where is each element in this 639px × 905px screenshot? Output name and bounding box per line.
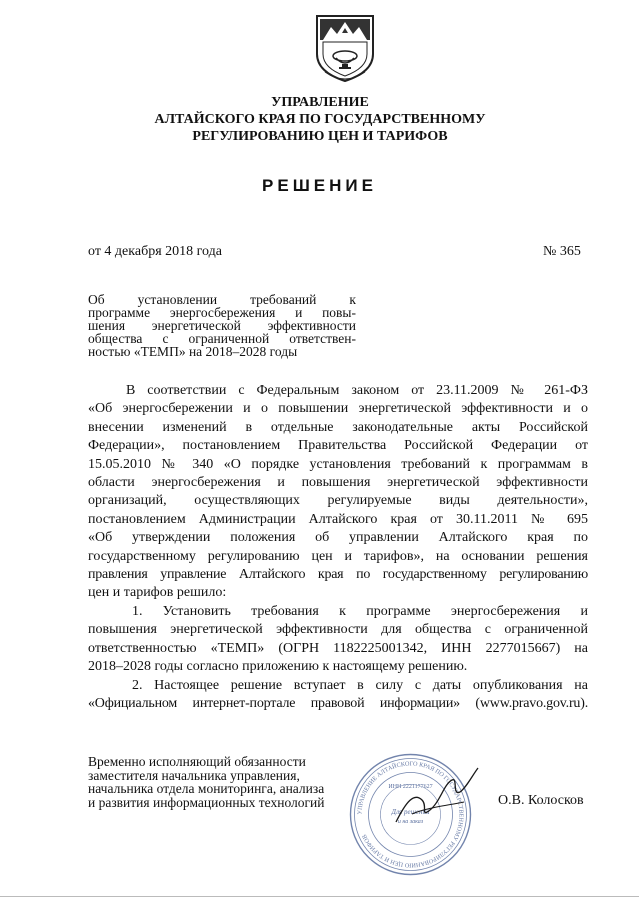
body-line: области энергосбережения и повышения энергетической эффективности [88,475,588,491]
body-line: организаций, осуществляющих регулируемые виды деятельности», [88,493,588,509]
body-line: внесении изменений в отдельные законодательные акты Российской [88,419,588,435]
body-line: повышения энергетической эффективности для общества с ограниченной [88,622,588,638]
subject-line: общества с ограниченной ответствен- [88,331,356,346]
stamp-outer-text: УПРАВЛЕНИЕ АЛТАЙСКОГО КРАЯ ПО ГОСУДАРСТВЕННОМУ РЕГУЛИРОВАНИЮ ЦЕН И ТАРИФОВ [356,760,465,869]
signatory-line: заместителя начальника управления, [88,767,300,783]
body-line: ответственностью «ТЕМП» (ОГРН 1182225001342, ИНН 2277015667) на [88,640,588,656]
coat-of-arms-icon [311,10,379,84]
signatory-line: и развития информационных технологий [88,794,325,810]
stamp-center-line-1: Для решений [391,808,430,816]
body-line: 15.05.2010 № 340 «О порядке установления требований к программам в [88,456,588,472]
document-body [88,382,588,713]
body-line: 2018–2028 годы согласно приложению к настоящему решению. [88,659,468,675]
body-line: 2. Настоящее решение вступает в силу с даты опубликования на [132,677,588,693]
body-line: 1. Установить требования к программе энергосбережения и [132,603,588,619]
subject-line: Об установлении требований к [88,292,356,307]
body-line: «Об энергосбережении и о повышении энергетической эффективности и о [88,401,588,417]
handwritten-signature-icon [392,762,482,832]
document-date: от 4 декабря 2018 года [88,244,222,259]
document-subject [88,293,356,358]
signatory-line: Временно исполняющий обязанности [88,754,306,769]
document-number: № 365 [543,244,581,259]
body-line: государственному регулированию цен и тарифов», на основании решения [88,548,588,564]
body-line: Федерации», постановлением Правительства Российской Федерации от [88,438,588,454]
signatory-line: начальника отдела мониторинга, анализа [88,781,325,796]
org-name-line-1: УПРАВЛЕНИЕ [271,95,369,110]
document-title: РЕШЕНИЕ [262,176,377,195]
bottom-divider [0,896,639,897]
signer-name: О.В. Колосков [498,793,584,808]
org-name-line-2: АЛТАЙСКОГО КРАЯ ПО ГОСУДАРСТВЕННОМУ [154,112,486,127]
signatory-position [88,755,325,809]
subject-line: шения энергетической эффективности [88,318,356,333]
body-line: постановлением Администрации Алтайского края от 30.11.2011 № 695 [88,511,588,527]
stamp-center-line-2: и на заказ [397,819,424,825]
body-line: цен и тарифов решило: [88,585,227,601]
org-name-line-3: РЕГУЛИРОВАНИЮ ЦЕН И ТАРИФОВ [192,129,448,144]
body-line: «Об утверждении положения об управлении Алтайского края по [88,530,588,546]
subject-line: ностью «ТЕМП» на 2018–2028 годы [88,344,298,359]
body-line: «Официальном интернет-портале правовой информации» (www.pravo.gov.ru). [88,695,588,711]
subject-line: программе энергосбережения и повы- [88,305,356,320]
body-line: В соответствии с Федеральным законом от 23.11.2009 № 261-ФЗ [126,383,588,398]
body-line: правления управление Алтайского края по государственному регулированию [88,567,588,583]
stamp-inn: ИНН 2221177627 [388,784,433,790]
